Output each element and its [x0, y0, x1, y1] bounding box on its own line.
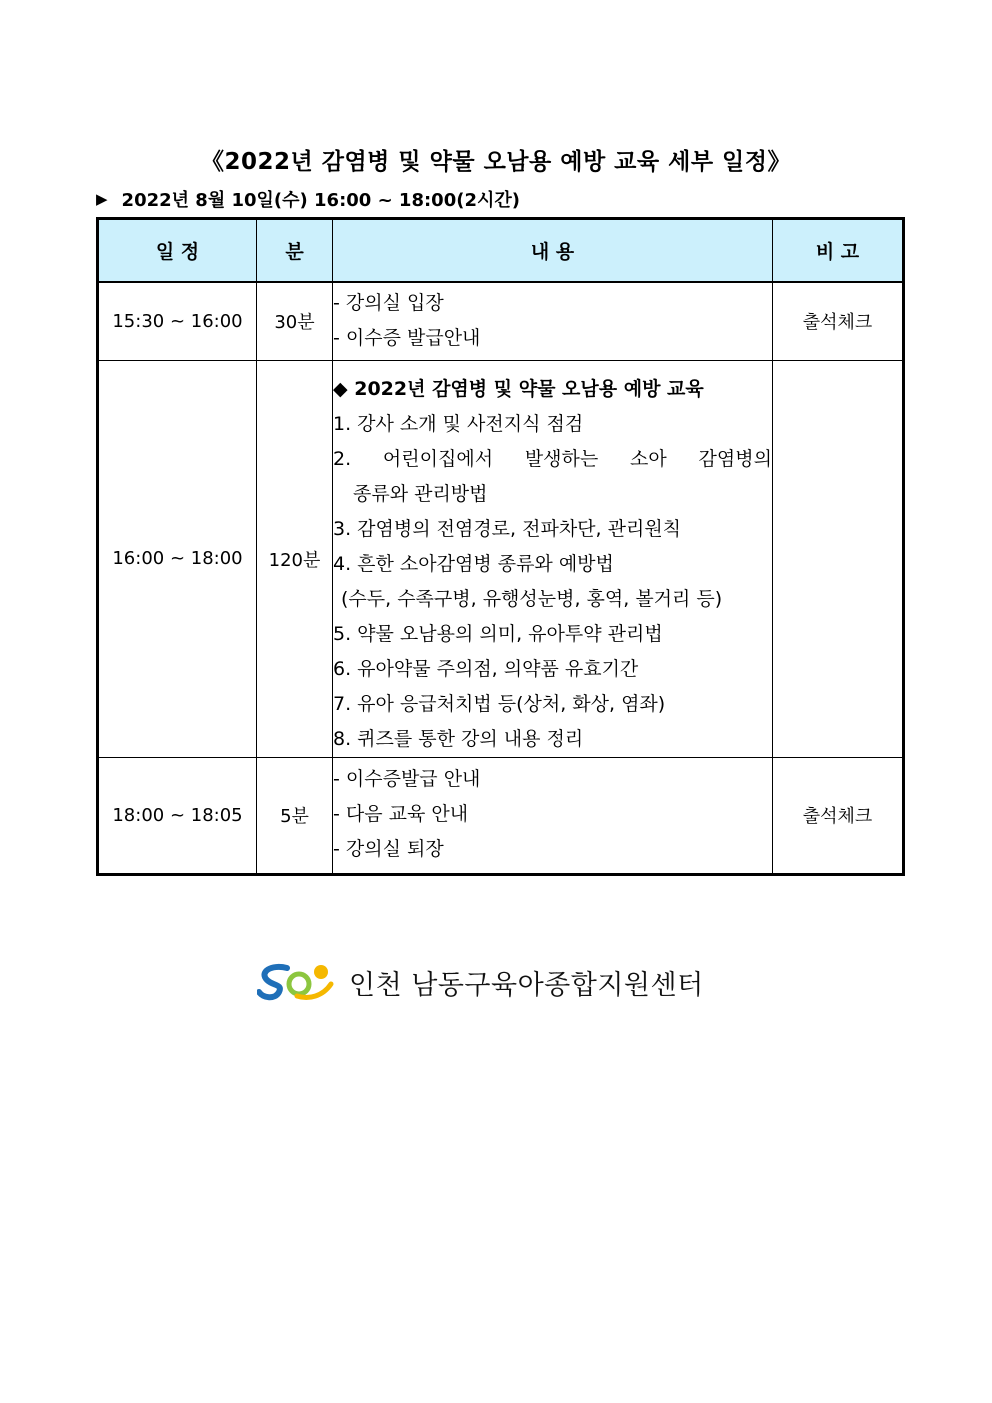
content-word: 발생하는 [524, 447, 599, 470]
header-schedule: 일 정 [98, 219, 257, 283]
content-line: 종류와 관리방법 [353, 482, 488, 505]
table-row [98, 282, 904, 360]
minutes-cell: 30분 [257, 282, 333, 360]
table-header-row [98, 219, 904, 283]
schedule-table [96, 217, 905, 876]
content-line: - 다음 교육 안내 [333, 802, 469, 825]
minutes-cell: 120분 [257, 360, 333, 757]
triangle-bullet-icon: ▶ [96, 190, 108, 208]
table-row [98, 360, 904, 757]
time-cell: 18:00 ~ 18:05 [98, 757, 257, 874]
content-cell [333, 757, 773, 874]
content-word: 감염병의 [698, 447, 772, 470]
content-line: - 이수증발급 안내 [333, 767, 481, 790]
time-cell: 15:30 ~ 16:00 [98, 282, 257, 360]
content-line: 8. 퀴즈를 통한 강의 내용 정리 [333, 727, 584, 750]
content-line: 5. 약물 오남용의 의미, 유아투약 관리법 [333, 622, 663, 645]
minutes-cell: 5분 [257, 757, 333, 874]
table-row [98, 757, 904, 874]
content-line: 6. 유아약물 주의점, 의약품 유효기간 [333, 657, 639, 680]
content-line [333, 442, 772, 477]
content-line: 4. 흔한 소아감염병 종류와 예방법 [333, 552, 614, 575]
center-logo [257, 962, 704, 1002]
content-heading: ◆ 2022년 감염병 및 약물 오남용 예방 교육 [333, 377, 704, 400]
content-word: 2. [333, 447, 352, 470]
header-content: 내 용 [333, 219, 773, 283]
content-line: - 강의실 퇴장 [333, 837, 444, 860]
content-line: 7. 유아 응급처치법 등(상처, 화상, 염좌) [333, 692, 666, 715]
content-line: (수두, 수족구병, 유행성눈병, 홍역, 볼거리 등) [341, 587, 723, 610]
organization-name: 인천 남동구육아종합지원센터 [349, 969, 704, 1001]
content-cell [333, 360, 773, 757]
note-cell [773, 360, 904, 757]
note-cell: 출석체크 [773, 282, 904, 360]
content-line: - 강의실 입장 [333, 292, 444, 314]
center-logo-icon [257, 962, 337, 1002]
header-note: 비 고 [773, 219, 904, 283]
date-line-text: 2022년 8월 10일(수) 16:00 ~ 18:00(2시간) [121, 190, 520, 211]
time-cell: 16:00 ~ 18:00 [98, 360, 257, 757]
content-line: - 이수증 발급안내 [333, 327, 481, 349]
note-cell: 출석체크 [773, 757, 904, 874]
content-word: 소아 [630, 447, 667, 470]
header-minutes: 분 [257, 219, 333, 283]
document-title: 《2022년 감염병 및 약물 오남용 예방 교육 세부 일정》 [201, 149, 791, 175]
content-cell [333, 282, 773, 360]
content-line: 3. 감염병의 전염경로, 전파차단, 관리원칙 [333, 517, 682, 540]
content-line: 1. 강사 소개 및 사전지식 점검 [333, 412, 584, 435]
date-line [96, 186, 520, 212]
content-word: 어린이집에서 [382, 447, 494, 470]
